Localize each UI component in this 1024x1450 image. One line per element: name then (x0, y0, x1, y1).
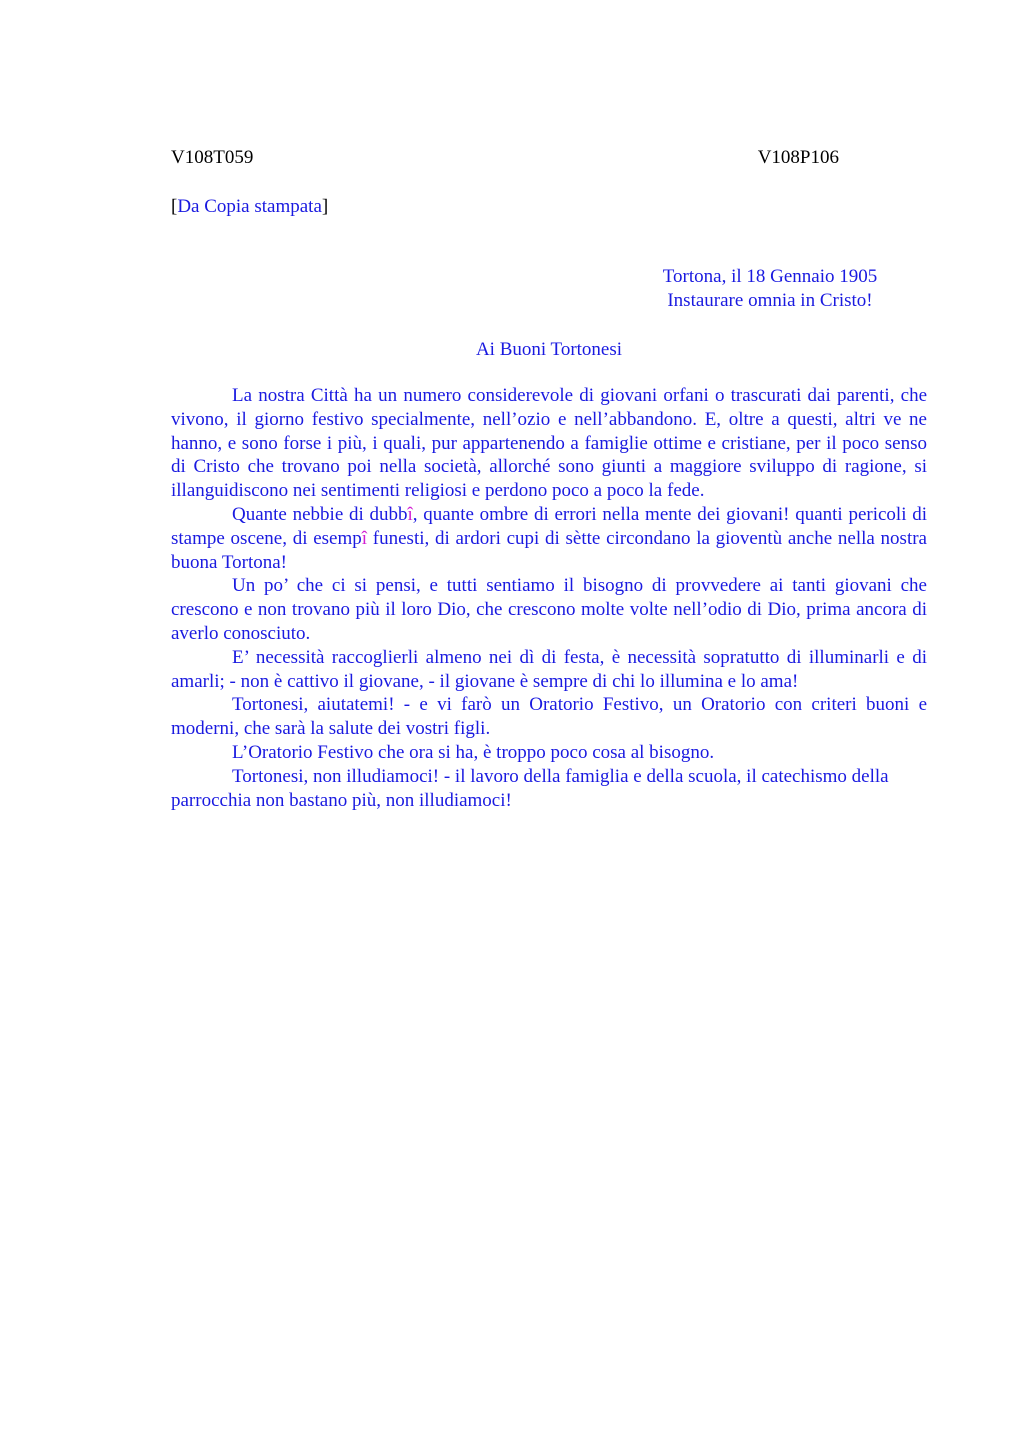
paragraph-2-part-c: funesti, di ardori cupi di sètte circondano la gioventù anche nella nostra buona Tortona! (171, 527, 927, 573)
paragraph-5: Tortonesi, aiutatemi! - e vi farò un Oratorio Festivo, un Oratorio con criteri buoni e moderni, che sarà la salute dei vostri figli. (171, 694, 927, 740)
paragraph-2-accent-a: î (407, 503, 413, 525)
paragraph-2 (171, 503, 927, 574)
letter-title: Ai Buoni Tortonesi (475, 339, 623, 360)
paragraph-3: Un po’ che ci si pensi, e tutti sentiamo il bisogno di provvedere ai tanti giovani che crescono e non trovano più il loro Dio, che crescono molte volte nell’odio di Dio, prima ancora di averlo conosciuto. (171, 575, 927, 644)
paragraph-6: L’Oratorio Festivo che ora si ha, è troppo poco cosa al bisogno. (232, 741, 715, 763)
source-close-bracket: ] (321, 196, 329, 217)
document-codes (171, 145, 839, 171)
paragraph-2-part-a: Quante nebbie di dubb (232, 503, 408, 525)
motto: Instaurare omnia in Cristo! (667, 290, 873, 311)
dateline (560, 265, 980, 313)
paragraph-4: E’ necessità raccoglierli almeno nei dì di festa, è necessità sopratutto di illuminarli e di amarli; - non è cattivo il giovane, - il giovane è sempre di chi lo illumina e lo ama! (171, 646, 927, 692)
paragraph-2-accent-b: î (361, 527, 368, 549)
paragraph-7: Tortonesi, non illudiamoci! - il lavoro della famiglia e della scuola, il catechismo della parrocchia non bastano più, non illudiamoci! (171, 765, 889, 811)
source-open-bracket: [ (171, 196, 178, 217)
volume-code-right: V108P106 (757, 147, 839, 168)
paragraph-1: La nostra Città ha un numero considerevole di giovani orfani o trascurati dai parenti, che vivono, il giorno festivo specialmente, nell’ozio e nell’abbandono. E, oltre a questi, altri ve ne hanno, e sono forse i più, i quali, pur appartenendo a famiglie ottime e cristiane, per il poco senso di Cristo che trovano poi nella società, allorché sono giunti a maggiore sviluppo di ragione, si illanguidiscono nei sentimenti religiosi e perdono poco a poco la fede. (171, 385, 927, 502)
paragraph-2-part-b: , quante ombre di errori nella mente dei giovani! quanti pericoli di stampe oscene, di esemp (171, 503, 927, 549)
volume-code-left: V108T059 (171, 147, 254, 168)
place-date: Tortona, il 18 Gennaio 1905 (662, 266, 878, 287)
source-note (171, 194, 328, 220)
letter-body (171, 384, 927, 812)
source-label: Da Copia stampata (177, 196, 322, 217)
